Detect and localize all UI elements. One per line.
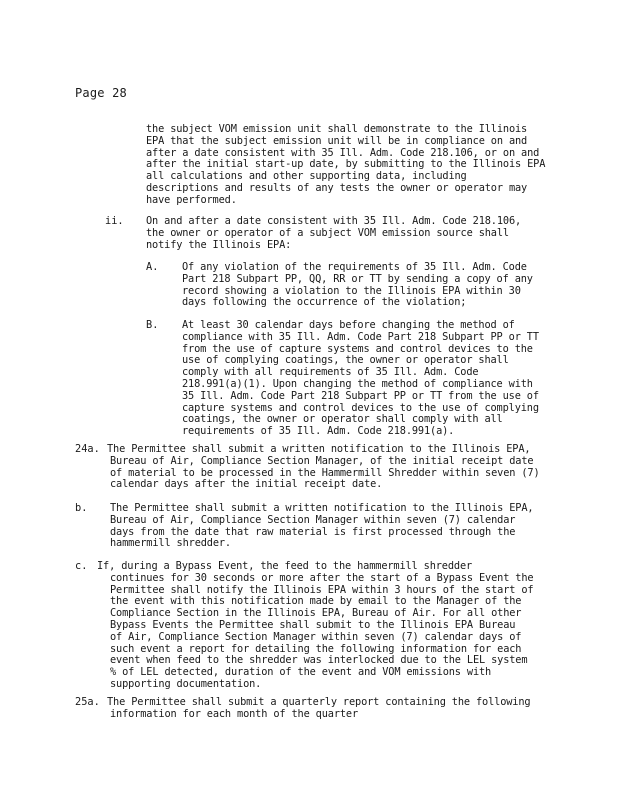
- item-c-text: [110, 573, 533, 691]
- item-A-label: A.: [146, 261, 159, 273]
- item-c-label: c.: [75, 560, 88, 572]
- text-line: all calculations and other supporting data, including: [146, 170, 467, 183]
- item-24a-first-line: The Permittee shall submit a written notification to the Illinois EPA,: [107, 443, 531, 455]
- text-line: event when feed to the shredder was interlocked due to the LEL system: [110, 654, 528, 667]
- text-line: after a date consistent with 35 Ill. Adm. Code 218.106, or on and: [146, 146, 540, 159]
- text-line: 35 Ill. Adm. Code Part 218 Subpart PP or TT from the use of: [182, 389, 539, 402]
- text-line: Bureau of Air, Compliance Section Manager within seven (7) calendar: [110, 513, 516, 526]
- item-24a-text: [110, 456, 540, 491]
- text-line: Part 218 Subpart PP, QQ, RR or TT by sending a copy of any: [182, 272, 533, 285]
- item-25a-first-line: The Permittee shall submit a quarterly report containing the following: [107, 696, 531, 708]
- text-line: capture systems and control devices to the use of complying: [182, 401, 539, 414]
- text-line: of material to be processed in the Hammermill Shredder within seven (7): [110, 466, 540, 479]
- text-line: the event with this notification made by email to the Manager of the: [110, 595, 522, 608]
- text-line: after the initial start-up date, by submitting to the Illinois EPA: [146, 158, 546, 171]
- text-line: requirements of 35 Ill. Adm. Code 218.991(a).: [182, 425, 455, 438]
- text-line: At least 30 calendar days before changing the method of: [182, 319, 515, 331]
- page-number: Page 28: [75, 86, 127, 100]
- item-b-text: [110, 515, 515, 550]
- text-line: descriptions and results of any tests the owner or operator may: [146, 181, 528, 194]
- text-line: hammermill shredder.: [110, 537, 231, 550]
- text-line: coatings, the owner or operator shall comply with all: [182, 413, 503, 426]
- text-line: Compliance Section in the Illinois EPA, Bureau of Air. For all other: [110, 607, 522, 620]
- item-25a-text: [110, 709, 358, 721]
- text-line: Bureau of Air, Compliance Section Manager, of the initial receipt date: [110, 454, 534, 467]
- item-A-text: [182, 262, 533, 309]
- item-25a-label: 25a.: [75, 696, 100, 708]
- text-line: use of complying coatings, the owner or operator shall: [182, 354, 509, 367]
- text-line: Permittee shall notify the Illinois EPA within 3 hours of the start of: [110, 583, 534, 596]
- text-line: the subject VOM emission unit shall demonstrate to the Illinois: [146, 123, 528, 135]
- text-line: compliance with 35 Ill. Adm. Code Part 218 Subpart PP or TT: [182, 330, 539, 343]
- text-line: Of any violation of the requirements of 35 Ill. Adm. Code: [182, 261, 527, 273]
- text-line: of Air, Compliance Section Manager within seven (7) calendar days of: [110, 630, 522, 643]
- text-line: continues for 30 seconds or more after the start of a Bypass Event the: [110, 571, 534, 584]
- item-B-text: [182, 320, 539, 438]
- text-line: have performed.: [146, 193, 237, 206]
- text-line: such event a report for detailing the following information for each: [110, 642, 522, 655]
- item-c-first-line: If, during a Bypass Event, the feed to the hammermill shredder: [97, 560, 473, 572]
- text-line: notify the Illinois EPA:: [146, 238, 292, 251]
- text-line: 218.991(a)(1). Upon changing the method of compliance with: [182, 377, 533, 390]
- item-B-label: B.: [146, 319, 159, 331]
- text-line: the owner or operator of a subject VOM emission source shall: [146, 226, 509, 239]
- item-ii-text: [146, 216, 521, 251]
- text-line: comply with all requirements of 35 Ill. Adm. Code: [182, 366, 479, 379]
- item-ii-label: ii.: [105, 215, 124, 227]
- text-line: supporting documentation.: [110, 677, 262, 690]
- text-line: EPA that the subject emission unit will be in compliance on and: [146, 134, 528, 147]
- text-line: from the use of capture systems and control devices to the: [182, 342, 533, 355]
- text-line: On and after a date consistent with 35 Ill. Adm. Code 218.106,: [146, 215, 522, 227]
- text-line: days following the occurrence of the violation;: [182, 296, 467, 309]
- item-b-label: b.: [75, 502, 88, 514]
- text-line: information for each month of the quarter: [110, 707, 359, 720]
- text-line: Bypass Events the Permittee shall submit to the Illinois EPA Bureau: [110, 618, 516, 631]
- item-24a-label: 24a.: [75, 443, 100, 455]
- intro-paragraph: [146, 124, 545, 207]
- text-line: record showing a violation to the Illinois EPA within 30: [182, 284, 521, 297]
- item-b-first-line: The Permittee shall submit a written notification to the Illinois EPA,: [110, 502, 534, 514]
- text-line: calendar days after the initial receipt date.: [110, 478, 383, 491]
- text-line: % of LEL detected, duration of the event and VOM emissions with: [110, 666, 492, 679]
- text-line: days from the date that raw material is first processed through the: [110, 525, 516, 538]
